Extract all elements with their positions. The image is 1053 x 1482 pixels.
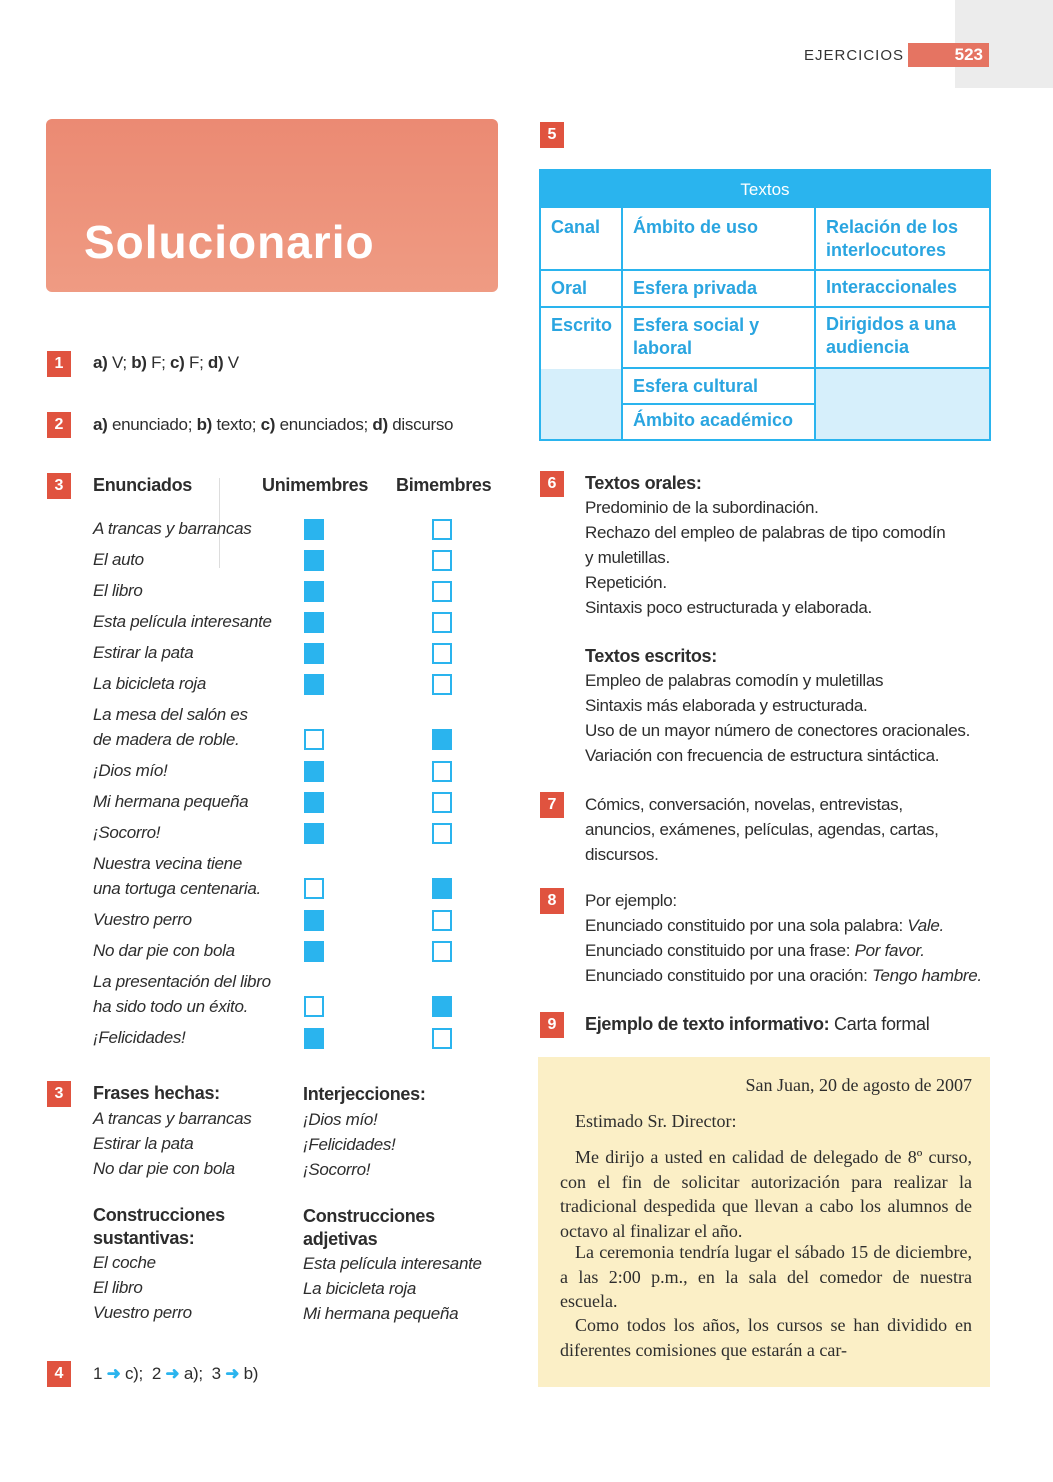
list-item: Empleo de palabras comodín y muletillas bbox=[585, 671, 884, 690]
cell-oral: Oral bbox=[541, 271, 623, 308]
list-item: El coche bbox=[93, 1253, 156, 1272]
unimembre-checkbox bbox=[304, 996, 324, 1017]
table-row bbox=[93, 789, 473, 814]
bimembre-checkbox bbox=[432, 612, 452, 633]
enunciado-text: El auto bbox=[93, 550, 144, 569]
cell-dirigidos: Dirigidos a una audiencia bbox=[816, 308, 989, 369]
list-item: Mi hermana pequeña bbox=[303, 1304, 459, 1323]
letter-date: San Juan, 20 de agosto de 2007 bbox=[745, 1075, 972, 1095]
arrow-right-icon: ➜ bbox=[165, 1364, 180, 1383]
enunciado-text: La bicicleta roja bbox=[93, 674, 207, 693]
list-item: A trancas y barrancas bbox=[93, 1109, 252, 1128]
exercise-number: 8 bbox=[540, 888, 564, 914]
example-line: Enunciado constituido por una sola palabra: Vale. bbox=[585, 916, 944, 935]
bimembre-checkbox bbox=[432, 792, 452, 813]
exercise-number: 6 bbox=[540, 471, 564, 497]
exercise-number: 3 bbox=[47, 1081, 71, 1107]
table-row bbox=[93, 907, 473, 932]
enunciado-text: de madera de roble. bbox=[93, 730, 240, 749]
table-row bbox=[93, 609, 473, 634]
list-item: Vuestro perro bbox=[93, 1303, 192, 1322]
enunciado-text: ¡Felicidades! bbox=[93, 1028, 186, 1047]
list-item: ¡Socorro! bbox=[303, 1160, 371, 1179]
list-item: y muletillas. bbox=[585, 548, 670, 567]
list-item: Cómics, conversación, novelas, entrevistas, bbox=[585, 795, 903, 814]
list-item: La bicicleta roja bbox=[303, 1279, 417, 1298]
header-ambito: Ámbito de uso bbox=[623, 208, 816, 271]
list-item: Sintaxis más elaborada y estructurada. bbox=[585, 696, 868, 715]
bimembre-checkbox bbox=[432, 643, 452, 664]
page-number: 523 bbox=[908, 43, 989, 67]
unimembre-checkbox bbox=[304, 792, 324, 813]
table-row bbox=[93, 640, 473, 665]
exercise-4-answers: 1 ➜ c); 2 ➜ a); 3 ➜ b) bbox=[93, 1364, 259, 1383]
header-canal: Canal bbox=[541, 208, 623, 271]
arrow-right-icon: ➜ bbox=[225, 1364, 240, 1383]
unimembre-checkbox bbox=[304, 761, 324, 782]
enunciado-text: Mi hermana pequeña bbox=[93, 792, 249, 811]
unimembre-checkbox bbox=[304, 643, 324, 664]
exercise-9-heading: Ejemplo de texto informativo: Carta formal bbox=[585, 1014, 930, 1034]
title-banner bbox=[46, 119, 498, 292]
frases-hechas-title: Frases hechas: bbox=[93, 1083, 220, 1103]
table-row bbox=[93, 938, 473, 963]
bimembre-checkbox bbox=[432, 729, 452, 750]
letter-greeting: Estimado Sr. Director: bbox=[575, 1111, 737, 1131]
bimembre-checkbox bbox=[432, 519, 452, 540]
enunciado-text: ¡Dios mío! bbox=[93, 761, 168, 780]
example-line: Enunciado constituido por una frase: Por favor. bbox=[585, 941, 925, 960]
unimembre-checkbox bbox=[304, 674, 324, 695]
table-row bbox=[93, 969, 473, 1019]
table-row bbox=[93, 578, 473, 603]
table-row bbox=[93, 758, 473, 783]
formal-letter bbox=[538, 1057, 990, 1387]
intro-text: Por ejemplo: bbox=[585, 891, 677, 910]
exercise-number: 9 bbox=[540, 1012, 564, 1038]
column-header-bimembres: Bimembres bbox=[396, 475, 492, 495]
list-item: Sintaxis poco estructurada y elaborada. bbox=[585, 598, 872, 617]
textos-table bbox=[539, 169, 991, 441]
unimembre-checkbox bbox=[304, 729, 324, 750]
table-row bbox=[93, 820, 473, 845]
exercise-1-answers: a) V; b) F; c) F; d) V bbox=[93, 353, 239, 372]
unimembre-checkbox bbox=[304, 910, 324, 931]
list-item: Estirar la pata bbox=[93, 1134, 194, 1153]
list-item: discursos. bbox=[585, 845, 659, 864]
column-header-enunciados: Enunciados bbox=[93, 475, 193, 495]
list-item: Rechazo del empleo de palabras de tipo comodín bbox=[585, 523, 946, 542]
enunciado-text: La presentación del libro bbox=[93, 972, 271, 991]
enunciado-text: ha sido todo un éxito. bbox=[93, 997, 249, 1016]
exercise-number: 4 bbox=[47, 1361, 71, 1387]
enunciado-text: No dar pie con bola bbox=[93, 941, 235, 960]
interjecciones-title: Interjecciones: bbox=[303, 1084, 426, 1104]
cell-ambito-academico: Ámbito académico bbox=[623, 405, 816, 439]
list-item: Repetición. bbox=[585, 573, 667, 592]
example-line: Enunciado constituido por una oración: Tengo hambre. bbox=[585, 966, 982, 985]
enunciado-text: Estirar la pata bbox=[93, 643, 194, 662]
unimembre-checkbox bbox=[304, 550, 324, 571]
cell-empty bbox=[816, 369, 989, 439]
letter-paragraph: Como todos los años, los cursos se han dividido en diferentes comisiones que estarán a car- bbox=[560, 1315, 972, 1360]
enunciado-text: ¡Socorro! bbox=[93, 823, 161, 842]
unimembre-checkbox bbox=[304, 823, 324, 844]
table-row bbox=[93, 516, 473, 541]
exercise-number: 7 bbox=[540, 792, 564, 818]
list-item: Predominio de la subordinación. bbox=[585, 498, 819, 517]
exercise-number: 2 bbox=[47, 412, 71, 438]
enunciado-text: una tortuga centenaria. bbox=[93, 879, 261, 898]
unimembre-checkbox bbox=[304, 581, 324, 602]
enunciado-text: Esta película interesante bbox=[93, 612, 272, 631]
table-row bbox=[93, 1025, 473, 1050]
enunciado-text: Nuestra vecina tiene bbox=[93, 854, 242, 873]
unimembre-checkbox bbox=[304, 878, 324, 899]
bimembre-checkbox bbox=[432, 674, 452, 695]
exercise-number: 3 bbox=[47, 473, 71, 499]
letter-paragraph: La ceremonia tendría lugar el sábado 15 de diciembre, a las 2:00 p.m., en la sala del comedor de nuestra escuela. bbox=[560, 1242, 972, 1311]
bimembre-checkbox bbox=[432, 910, 452, 931]
column-header-unimembres: Unimembres bbox=[262, 475, 369, 495]
table-title: Textos bbox=[541, 171, 989, 208]
adjetivas-title-line2: adjetivas bbox=[303, 1229, 378, 1249]
section-label: EJERCICIOS bbox=[804, 47, 905, 64]
enunciado-text: Vuestro perro bbox=[93, 910, 192, 929]
bimembre-checkbox bbox=[432, 1028, 452, 1049]
unimembre-checkbox bbox=[304, 941, 324, 962]
cell-esfera-cultural: Esfera cultural bbox=[623, 369, 816, 405]
adjetivas-title-line1: Construcciones bbox=[303, 1206, 435, 1226]
cell-empty bbox=[541, 369, 623, 439]
cell-interaccionales: Interaccionales bbox=[816, 271, 989, 308]
list-item: ¡Felicidades! bbox=[303, 1135, 396, 1154]
cell-esfera-privada: Esfera privada bbox=[623, 271, 816, 308]
enunciado-text: El libro bbox=[93, 581, 143, 600]
sustantivas-title-line2: sustantivas: bbox=[93, 1228, 195, 1248]
exercise-number: 1 bbox=[47, 351, 71, 377]
sustantivas-title-line1: Construcciones bbox=[93, 1205, 225, 1225]
enunciado-text: A trancas y barrancas bbox=[93, 519, 252, 538]
bimembre-checkbox bbox=[432, 823, 452, 844]
cell-esfera-social: Esfera social y laboral bbox=[623, 308, 816, 369]
enunciado-text: La mesa del salón es bbox=[93, 705, 248, 724]
bimembre-checkbox bbox=[432, 761, 452, 782]
table-row bbox=[93, 671, 473, 696]
bimembre-checkbox bbox=[432, 550, 452, 571]
bimembre-checkbox bbox=[432, 581, 452, 602]
header-relacion: Relación de los interlocutores bbox=[816, 208, 989, 271]
cell-escrito: Escrito bbox=[541, 308, 623, 369]
exercise-2-answers: a) enunciado; b) texto; c) enunciados; d) discurso bbox=[93, 415, 454, 434]
page-title: Solucionario bbox=[84, 216, 375, 268]
list-item: El libro bbox=[93, 1278, 143, 1297]
bimembre-checkbox bbox=[432, 996, 452, 1017]
table-row bbox=[93, 547, 473, 572]
list-item: Variación con frecuencia de estructura sintáctica. bbox=[585, 746, 940, 765]
unimembre-checkbox bbox=[304, 1028, 324, 1049]
table-row bbox=[93, 702, 473, 752]
arrow-right-icon: ➜ bbox=[106, 1364, 121, 1383]
list-item: Esta película interesante bbox=[303, 1254, 482, 1273]
exercise-number: 5 bbox=[540, 122, 564, 148]
bimembre-checkbox bbox=[432, 878, 452, 899]
unimembre-checkbox bbox=[304, 612, 324, 633]
unimembre-checkbox bbox=[304, 519, 324, 540]
list-item: ¡Dios mío! bbox=[303, 1110, 378, 1129]
letter-paragraph: Me dirijo a usted en calidad de delegado de 8º curso, con el fin de solicitar autorización para realizar la tradicional despedida que llevan a cabo los alumnos de octavo al finalizar el año. bbox=[560, 1147, 972, 1241]
list-item: No dar pie con bola bbox=[93, 1159, 235, 1178]
bimembre-checkbox bbox=[432, 941, 452, 962]
table-row bbox=[93, 851, 473, 901]
textos-escritos-title: Textos escritos: bbox=[585, 646, 717, 666]
textos-orales-title: Textos orales: bbox=[585, 473, 702, 493]
list-item: anuncios, exámenes, películas, agendas, cartas, bbox=[585, 820, 939, 839]
list-item: Uso de un mayor número de conectores oracionales. bbox=[585, 721, 971, 740]
